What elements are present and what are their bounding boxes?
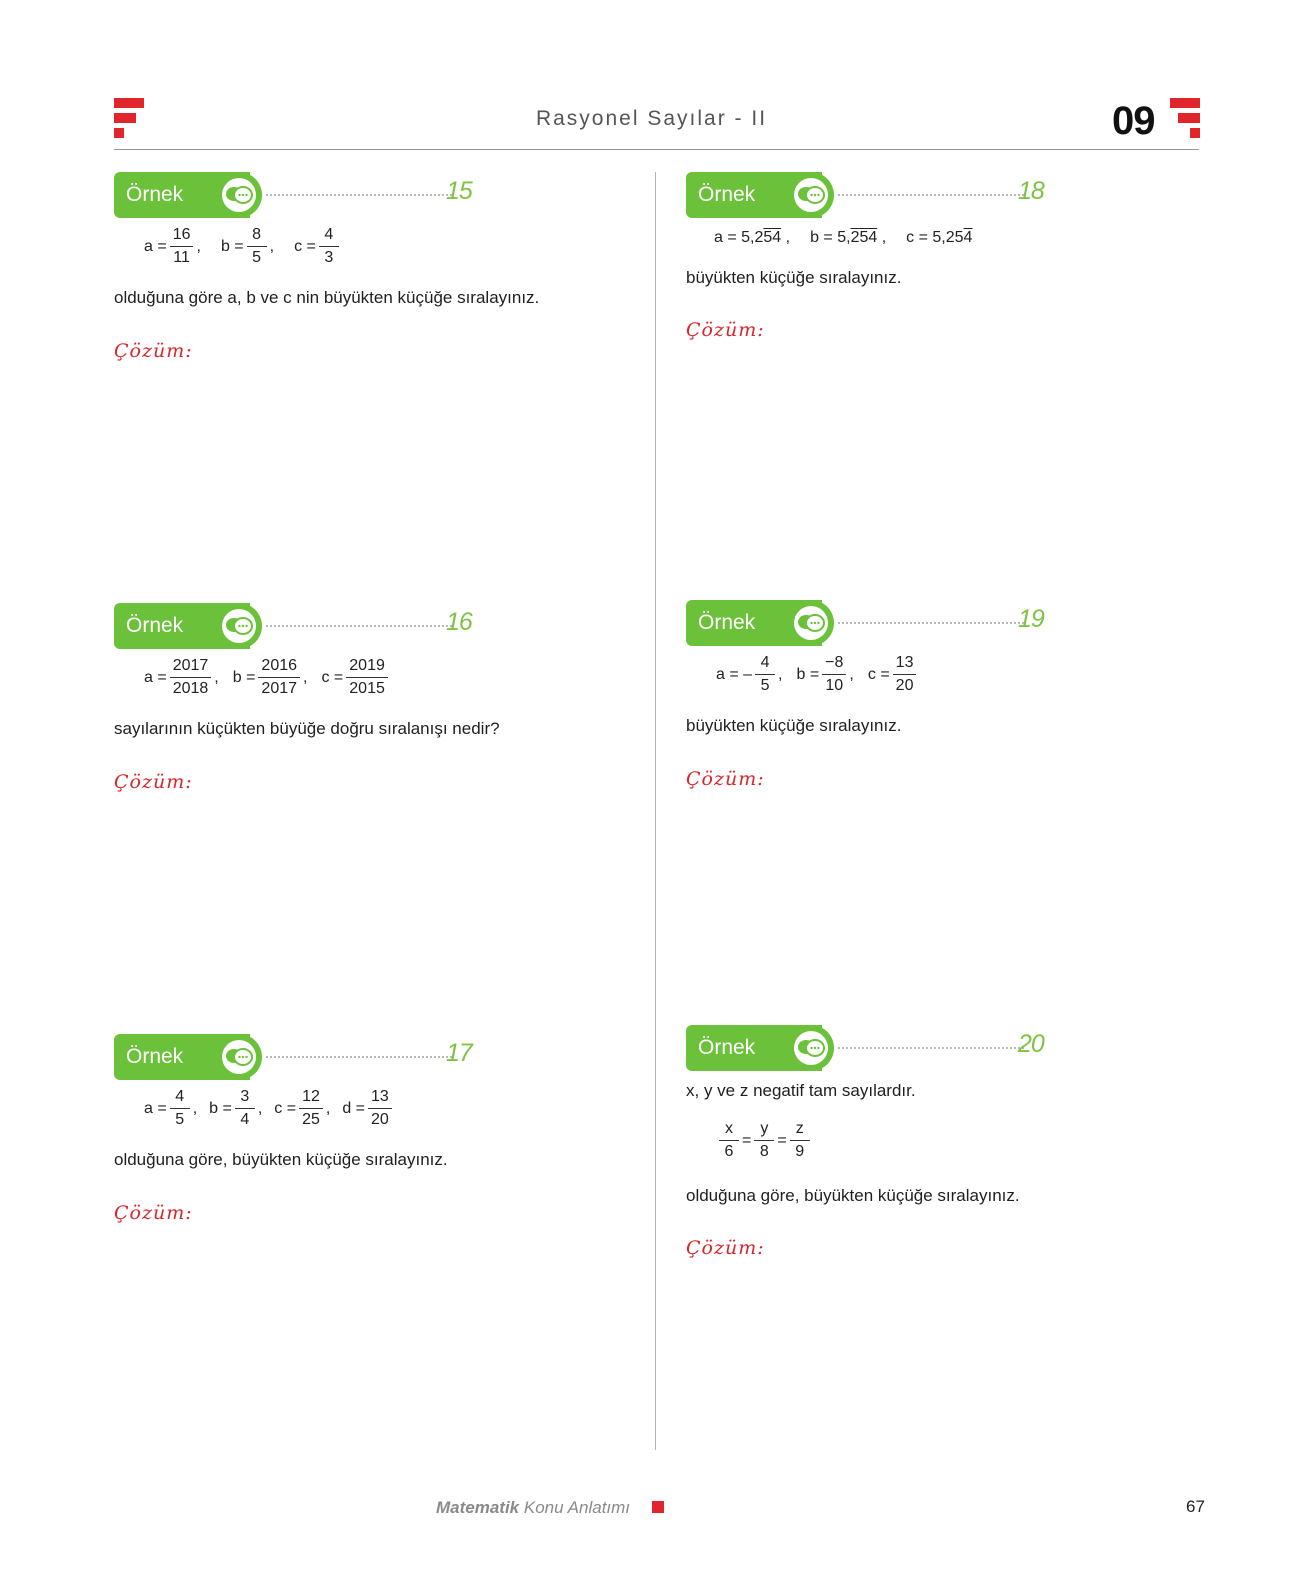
solution-label: Çözüm: — [114, 771, 193, 793]
math-expression: a = – 4 5 , b = $\frac{-8}{10}$ , c = $\frac{13}{20}$ — [716, 655, 919, 694]
page-title: Rasyonel Sayılar - II — [535, 107, 768, 130]
chapter-number: 09 — [1112, 99, 1155, 143]
question-text: olduğuna göre, büyükten küçüğe sıralayınız. — [686, 1186, 1020, 1205]
fraction-d: $\frac{13}{20}$ — [368, 1089, 392, 1128]
example-number: 18 — [1018, 177, 1044, 205]
dotted-leader — [266, 194, 452, 196]
math-expression: a = 5,2 54 , b = 5, 254 , c = 5,25 4 — [714, 229, 973, 246]
fraction-c: $\frac{13}{20}$ — [893, 655, 917, 694]
dotted-leader — [838, 194, 1024, 196]
speech-bubbles-icon — [221, 177, 257, 213]
fraction-y: $\frac{y}{8}$ — [754, 1121, 774, 1160]
math-expression: a = $\frac{16}{11}$ , b = $\frac{8}{5}$ , c = $\frac{4}{3}$ — [144, 227, 342, 266]
fraction-b: $\frac{2016}{2017}$ — [258, 658, 300, 697]
speech-bubbles-icon — [793, 605, 829, 641]
header-rule — [114, 149, 1199, 150]
math-expression: a = $\frac{2017}{2018}$ , b = $\frac{2016}{2017}$ , c = $\frac{2019}{2015}$ — [144, 658, 391, 697]
example-badge — [114, 603, 250, 649]
speech-bubbles-icon — [221, 1039, 257, 1075]
example-badge — [686, 600, 822, 646]
math-expression: $\frac{x}{6}$ = $\frac{y}{8}$ = $\frac{z}{9}$ — [716, 1121, 813, 1160]
example-number: 20 — [1018, 1030, 1044, 1058]
solution-label: Çözüm: — [686, 319, 765, 341]
question-text: büyükten küçüğe sıralayınız. — [686, 268, 902, 287]
math-expression: a = $\frac{4}{5}$ , b = $\frac{3}{4}$ , c = $\frac{12}{25}$ , d = $\frac{13}{20}$ — [144, 1089, 395, 1128]
dotted-leader — [838, 1047, 1024, 1049]
footer-square — [652, 1501, 664, 1513]
example-badge-label: Örnek — [698, 183, 756, 206]
fraction-a: $\frac{4}{5}$ — [170, 1089, 190, 1128]
fraction-z: $\frac{z}{9}$ — [790, 1121, 810, 1160]
fraction-a: $\frac{2017}{2018}$ — [170, 658, 212, 697]
example-badge-label: Örnek — [698, 1036, 756, 1059]
fraction-a: 4 5 — [755, 655, 775, 694]
footer-text: Matematik Konu Anlatımı — [436, 1498, 631, 1517]
page-number: 67 — [1186, 1497, 1205, 1516]
fraction-x: $\frac{x}{6}$ — [719, 1121, 739, 1160]
example-number: 17 — [446, 1039, 472, 1067]
example-badge-label: Örnek — [698, 611, 756, 634]
question-text: büyükten küçüğe sıralayınız. — [686, 716, 902, 735]
fraction-c: $\frac{12}{25}$ — [299, 1089, 323, 1128]
speech-bubbles-icon — [793, 177, 829, 213]
column-divider — [655, 172, 656, 1450]
solution-label: Çözüm: — [686, 768, 765, 790]
dotted-leader — [838, 622, 1024, 624]
example-badge — [114, 172, 250, 218]
speech-bubbles-icon — [221, 608, 257, 644]
fraction-a: $\frac{16}{11}$ — [170, 227, 194, 266]
fraction-b: $\frac{8}{5}$ — [247, 227, 267, 266]
dotted-leader — [266, 625, 452, 627]
brand-logo-right — [1170, 98, 1200, 140]
solution-label: Çözüm: — [686, 1237, 765, 1259]
solution-label: Çözüm: — [114, 1202, 193, 1224]
question-text: olduğuna göre a, b ve c nin büyükten küçüğe sıralayınız. — [114, 288, 540, 307]
example-badge-label: Örnek — [126, 614, 184, 637]
example-number: 16 — [446, 608, 472, 636]
speech-bubbles-icon — [793, 1030, 829, 1066]
solution-label: Çözüm: — [114, 340, 193, 362]
fraction-b: $\frac{3}{4}$ — [235, 1089, 255, 1128]
example-badge — [114, 1034, 250, 1080]
question-text: sayılarının küçükten büyüğe doğru sıralanışı nedir? — [114, 719, 500, 738]
fraction-c: $\frac{2019}{2015}$ — [346, 658, 388, 697]
example-badge-label: Örnek — [126, 1045, 184, 1068]
fraction-c: $\frac{4}{3}$ — [319, 227, 339, 266]
example-number: 19 — [1018, 605, 1044, 633]
example-badge — [686, 1025, 822, 1071]
question-text: olduğuna göre, büyükten küçüğe sıralayınız. — [114, 1150, 448, 1169]
example-badge-label: Örnek — [126, 183, 184, 206]
dotted-leader — [266, 1056, 452, 1058]
intro-text: x, y ve z negatif tam sayılardır. — [686, 1081, 916, 1100]
example-number: 15 — [446, 177, 472, 205]
fraction-b: $\frac{-8}{10}$ — [822, 655, 846, 694]
example-badge — [686, 172, 822, 218]
